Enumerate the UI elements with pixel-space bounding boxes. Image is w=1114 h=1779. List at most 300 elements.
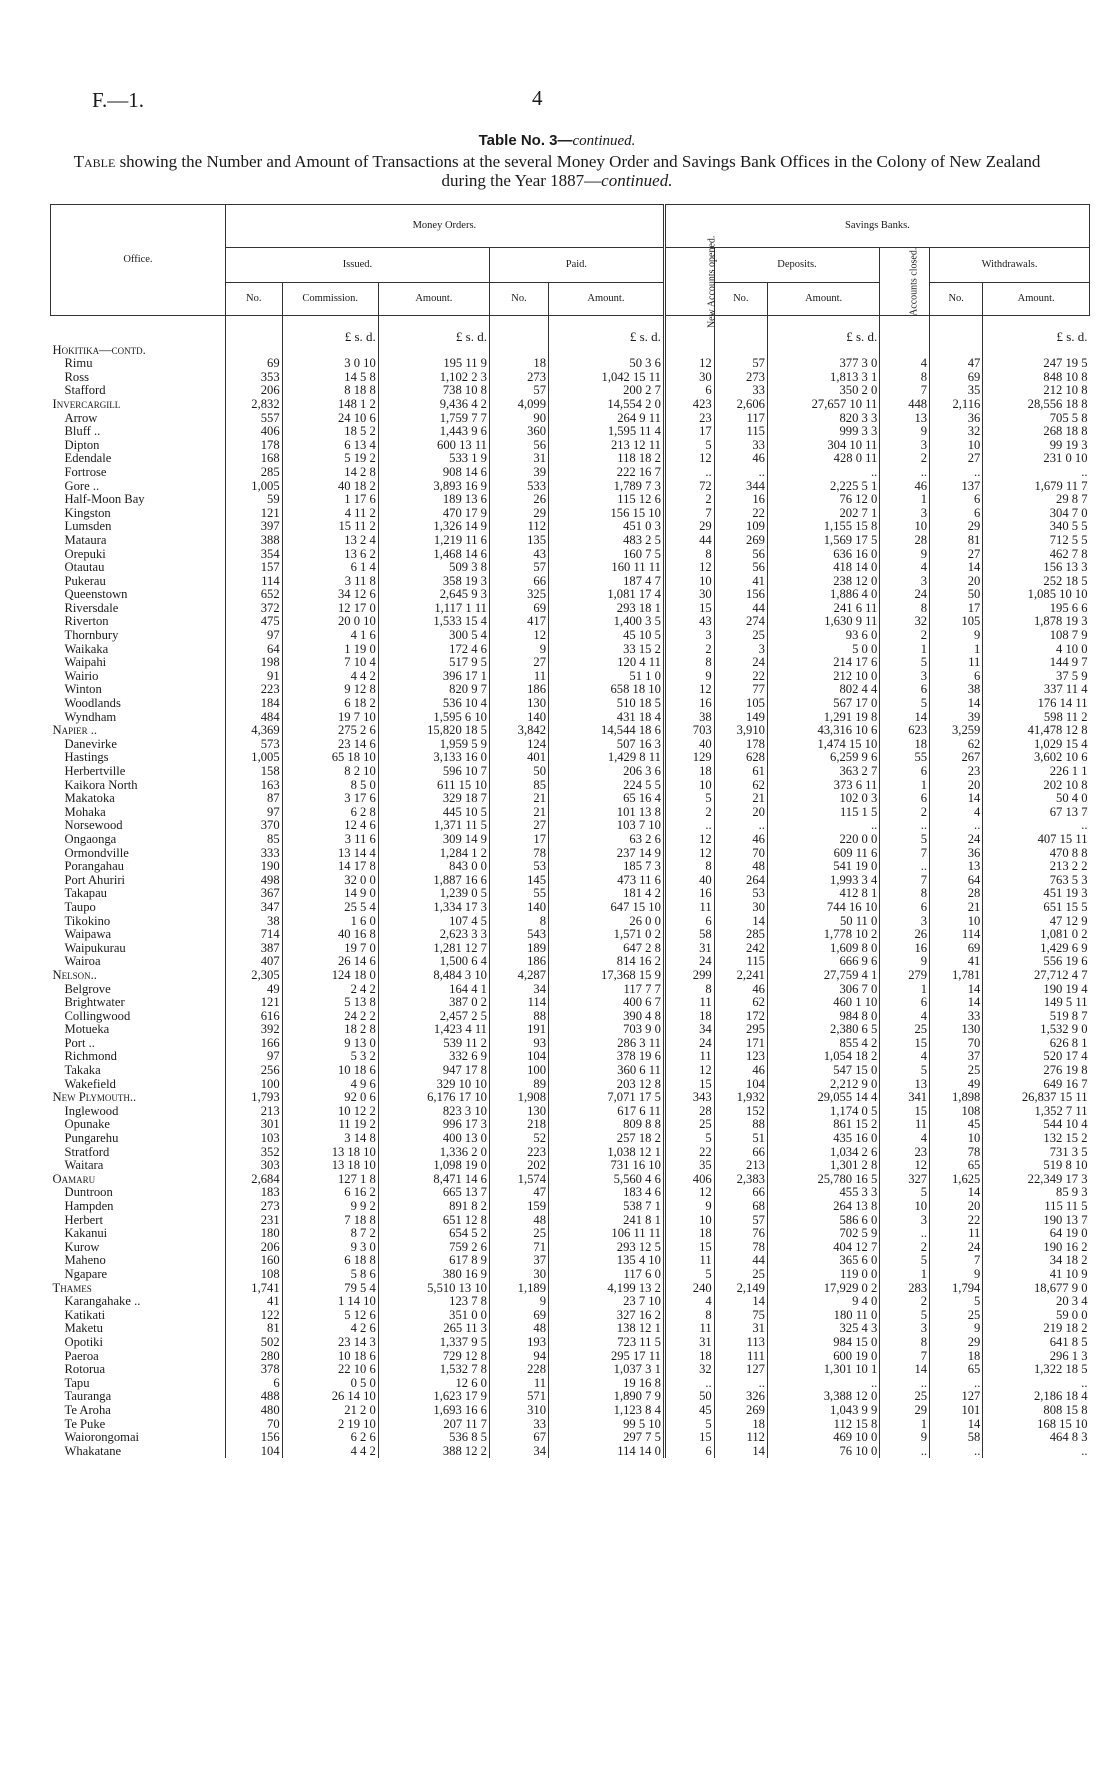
- table-row: [51, 996, 1090, 1010]
- table-cell: 39: [489, 466, 548, 480]
- table-cell: 8: [489, 915, 548, 929]
- table-cell: 820 3 3: [767, 412, 879, 426]
- table-cell: 18: [664, 1227, 714, 1241]
- table-row: [51, 1295, 1090, 1309]
- table-cell: 1 17 6: [282, 493, 378, 507]
- table-cell: 32: [930, 425, 983, 439]
- table-cell: 122: [225, 1309, 282, 1323]
- table-cell: 5: [880, 1064, 930, 1078]
- table-cell: 45: [664, 1404, 714, 1418]
- table-cell: 14: [930, 1418, 983, 1432]
- table-row: [51, 1363, 1090, 1377]
- table-cell: ..: [930, 466, 983, 480]
- table-cell: 81: [930, 534, 983, 548]
- table-cell: 20: [930, 1200, 983, 1214]
- table-cell: 417: [489, 615, 548, 629]
- table-cell: 103 7 10: [549, 819, 665, 833]
- table-cell: 241 8 1: [549, 1214, 665, 1228]
- table-cell: 2,149: [714, 1282, 767, 1296]
- table-cell: 34 12 6: [282, 588, 378, 602]
- table-cell: 9 13 0: [282, 1037, 378, 1051]
- table-cell: 104: [489, 1050, 548, 1064]
- table-cell: 4: [880, 1010, 930, 1024]
- table-cell: 340 5 5: [983, 520, 1090, 534]
- table-cell: 536 8 5: [378, 1431, 489, 1445]
- table-cell: 33: [930, 1010, 983, 1024]
- table-cell: 23 14 3: [282, 1336, 378, 1350]
- table-cell: 3,259: [930, 724, 983, 738]
- table-cell: 219 18 2: [983, 1322, 1090, 1336]
- table-cell: 296 1 3: [983, 1350, 1090, 1364]
- table-cell: 24 10 6: [282, 412, 378, 426]
- table-cell: 231 0 10: [983, 452, 1090, 466]
- table-cell: 49: [930, 1078, 983, 1092]
- table-cell: 377 3 0: [767, 357, 879, 371]
- table-cell: 20 3 4: [983, 1295, 1090, 1309]
- table-cell: 8,484 3 10: [378, 969, 489, 983]
- table-cell: 10 18 6: [282, 1350, 378, 1364]
- table-cell: 18: [930, 1350, 983, 1364]
- table-cell: 31: [714, 1322, 767, 1336]
- table-cell: 360: [489, 425, 548, 439]
- table-cell: 213: [225, 1105, 282, 1119]
- table-cell: 274: [714, 615, 767, 629]
- table-cell: 641 8 5: [983, 1336, 1090, 1350]
- table-cell: 107 4 5: [378, 915, 489, 929]
- table-cell: 3: [880, 575, 930, 589]
- office-name: Opunake: [64, 1118, 110, 1132]
- table-cell: ..: [880, 466, 930, 480]
- table-cell: 33: [714, 384, 767, 398]
- table-cell: 149: [714, 711, 767, 725]
- table-cell: 97: [225, 1050, 282, 1064]
- table-cell: 354: [225, 548, 282, 562]
- table-cell: 112 15 8: [767, 1418, 879, 1432]
- office-name: Kurow: [64, 1240, 100, 1254]
- table-cell: 4 11 2: [282, 507, 378, 521]
- table-cell: 390 4 8: [549, 1010, 665, 1024]
- table-cell: 1,042 15 11: [549, 371, 665, 385]
- table-cell: 9: [489, 1295, 548, 1309]
- table-cell: 14: [880, 711, 930, 725]
- table-cell: 24: [880, 588, 930, 602]
- table-cell: 26 14 10: [282, 1390, 378, 1404]
- office-name: Pungarehu: [64, 1132, 119, 1146]
- table-cell: 5: [664, 1132, 714, 1146]
- table-cell: 45 10 5: [549, 629, 665, 643]
- table-cell: 28: [880, 534, 930, 548]
- table-row: [51, 1050, 1090, 1064]
- table-cell: 49: [225, 983, 282, 997]
- table-row: [51, 1445, 1090, 1459]
- table-cell: 160 11 11: [549, 561, 665, 575]
- table-cell: 6 18 8: [282, 1254, 378, 1268]
- table-cell: 15,820 18 5: [378, 724, 489, 738]
- table-cell: 85: [489, 779, 548, 793]
- table-cell: 431 18 4: [549, 711, 665, 725]
- table-cell: ..: [880, 1227, 930, 1241]
- table-cell: 712 5 5: [983, 534, 1090, 548]
- table-cell: 1,474 15 10: [767, 738, 879, 752]
- table-cell: 15: [880, 1037, 930, 1051]
- table-cell: 1,890 7 9: [549, 1390, 665, 1404]
- table-cell: 4,199 13 2: [549, 1282, 665, 1296]
- table-cell: 24: [930, 833, 983, 847]
- table-cell: 3,893 16 9: [378, 480, 489, 494]
- table-cell: 1,189: [489, 1282, 548, 1296]
- table-cell: 533 1 9: [378, 452, 489, 466]
- table-cell: 1,281 12 7: [378, 942, 489, 956]
- table-cell: 297 7 5: [549, 1431, 665, 1445]
- table-row: [51, 915, 1090, 929]
- table-row: [51, 520, 1090, 534]
- table-cell: ..: [930, 1445, 983, 1459]
- table-cell: 5: [880, 697, 930, 711]
- table-row: [51, 1200, 1090, 1214]
- table-cell: 999 3 3: [767, 425, 879, 439]
- table-cell: 470 8 8: [983, 847, 1090, 861]
- table-cell: 5: [664, 1418, 714, 1432]
- table-cell: 207 11 7: [378, 1418, 489, 1432]
- table-cell: ..: [880, 1377, 930, 1391]
- office-name: Otautau: [64, 561, 105, 575]
- table-cell: 184: [225, 697, 282, 711]
- table-cell: 337 11 4: [983, 683, 1090, 697]
- table-cell: 17: [930, 602, 983, 616]
- table-cell: 475: [225, 615, 282, 629]
- table-cell: 101 13 8: [549, 806, 665, 820]
- table-cell: 38: [930, 683, 983, 697]
- table-cell: 11 19 2: [282, 1118, 378, 1132]
- table-cell: 18: [880, 738, 930, 752]
- table-cell: 30: [664, 588, 714, 602]
- table-cell: 58: [664, 928, 714, 942]
- table-cell: 264 9 11: [549, 412, 665, 426]
- table-cell: 325: [489, 588, 548, 602]
- table-cell: 1,005: [225, 480, 282, 494]
- table-cell: 14 2 8: [282, 466, 378, 480]
- table-cell: 11: [489, 1377, 548, 1391]
- table-cell: 186: [489, 683, 548, 697]
- table-cell: 412 8 1: [767, 887, 879, 901]
- table-cell: 24: [664, 1037, 714, 1051]
- table-cell: 4 2 6: [282, 1322, 378, 1336]
- header-paid-amount: Amount.: [549, 283, 665, 316]
- table-cell: 218: [489, 1118, 548, 1132]
- unit-cell: [880, 316, 930, 344]
- office-name: Taupo: [64, 900, 96, 914]
- table-cell: 57: [714, 357, 767, 371]
- table-cell: ..: [880, 819, 930, 833]
- table-cell: 202: [489, 1159, 548, 1173]
- table-cell: 14,544 18 6: [549, 724, 665, 738]
- table-cell: 2,380 6 5: [767, 1023, 879, 1037]
- table-cell: 541 19 0: [767, 860, 879, 874]
- table-cell: 9: [664, 1200, 714, 1214]
- office-name: Wairio: [64, 669, 99, 683]
- office-name: Waipukurau: [64, 941, 126, 955]
- table-cell: 1: [930, 643, 983, 657]
- table-cell: 16: [664, 887, 714, 901]
- table-cell: 27: [930, 452, 983, 466]
- table-cell: 484: [225, 711, 282, 725]
- table-cell: 702 5 9: [767, 1227, 879, 1241]
- table-cell: 5 19 2: [282, 452, 378, 466]
- table-cell: 214 17 6: [767, 656, 879, 670]
- table-cell: 129: [664, 751, 714, 765]
- table-row: [51, 1146, 1090, 1160]
- header-withdrawals-amount: Amount.: [983, 283, 1090, 316]
- table-cell: 38: [225, 915, 282, 929]
- table-cell: 58: [930, 1431, 983, 1445]
- table-cell: 343: [664, 1091, 714, 1105]
- table-row: [51, 493, 1090, 507]
- table-cell: 483 2 5: [549, 534, 665, 548]
- table-cell: 519 8 10: [983, 1159, 1090, 1173]
- table-cell: 63 2 6: [549, 833, 665, 847]
- table-cell: 12: [489, 629, 548, 643]
- table-row: [51, 1309, 1090, 1323]
- table-cell: 2,606: [714, 398, 767, 412]
- table-cell: 2,832: [225, 398, 282, 412]
- office-name: New Plymouth..: [52, 1091, 137, 1105]
- table-cell: 1,794: [930, 1282, 983, 1296]
- table-cell: 40 16 8: [282, 928, 378, 942]
- table-cell: 23: [880, 1146, 930, 1160]
- table-cell: 168 15 10: [983, 1418, 1090, 1432]
- table-cell: 2,186 18 4: [983, 1390, 1090, 1404]
- table-cell: 166: [225, 1037, 282, 1051]
- table-cell: 8: [880, 887, 930, 901]
- table-cell: 1,500 6 4: [378, 955, 489, 969]
- table-cell: 3 14 8: [282, 1132, 378, 1146]
- table-cell: 814 16 2: [549, 955, 665, 969]
- office-name: Te Puke: [64, 1417, 106, 1431]
- table-row: [51, 588, 1090, 602]
- office-name: Herbert: [64, 1213, 103, 1227]
- table-cell: 198: [225, 656, 282, 670]
- office-name: Motueka: [64, 1023, 110, 1037]
- table-row: [51, 1336, 1090, 1350]
- table-cell: 1,993 3 4: [767, 874, 879, 888]
- table-cell: 21 2 0: [282, 1404, 378, 1418]
- table-cell: 1,595 6 10: [378, 711, 489, 725]
- table-row: [51, 1023, 1090, 1037]
- table-cell: 28: [664, 1105, 714, 1119]
- table-cell: 388 12 2: [378, 1445, 489, 1459]
- table-cell: 538 7 1: [549, 1200, 665, 1214]
- table-cell: 14: [714, 1445, 767, 1459]
- table-cell: 57: [489, 384, 548, 398]
- table-cell: 15: [664, 1078, 714, 1092]
- table-cell: 6: [880, 901, 930, 915]
- office-name: Karangahake ..: [64, 1295, 141, 1309]
- table-cell: 273: [714, 371, 767, 385]
- table-cell: 2: [664, 643, 714, 657]
- table-cell: 53: [714, 887, 767, 901]
- table-cell: 1,423 4 11: [378, 1023, 489, 1037]
- office-name: Brightwater: [64, 996, 125, 1010]
- table-cell: 1,789 7 3: [549, 480, 665, 494]
- table-cell: 101: [930, 1404, 983, 1418]
- table-cell: 18,677 9 0: [983, 1282, 1090, 1296]
- table-cell: 94: [489, 1350, 548, 1364]
- table-cell: 56: [489, 439, 548, 453]
- table-cell: 372: [225, 602, 282, 616]
- table-cell: 2: [880, 629, 930, 643]
- table-row: [51, 371, 1090, 385]
- table-cell: 46: [714, 452, 767, 466]
- table-cell: 78: [930, 1146, 983, 1160]
- table-cell: 50: [930, 588, 983, 602]
- table-cell: 3 11 6: [282, 833, 378, 847]
- table-cell: 8: [880, 602, 930, 616]
- table-cell: 6: [225, 1377, 282, 1391]
- table-cell: 85 9 3: [983, 1186, 1090, 1200]
- table-cell: 2,225 5 1: [767, 480, 879, 494]
- table-cell: 1: [880, 643, 930, 657]
- table-cell: 763 5 3: [983, 874, 1090, 888]
- table-cell: 120 4 11: [549, 656, 665, 670]
- table-cell: [983, 344, 1090, 358]
- table-cell: 378 19 6: [549, 1050, 665, 1064]
- table-cell: 1,054 18 2: [767, 1050, 879, 1064]
- table-cell: 4 4 2: [282, 670, 378, 684]
- table-cell: 22: [930, 1214, 983, 1228]
- table-cell: 1,337 9 5: [378, 1336, 489, 1350]
- table-cell: ..: [983, 1445, 1090, 1459]
- table-cell: 79 5 4: [282, 1282, 378, 1296]
- table-cell: 93 6 0: [767, 629, 879, 643]
- office-name: Wyndham: [64, 710, 117, 724]
- table-cell: 547 15 0: [767, 1064, 879, 1078]
- table-cell: 220 0 0: [767, 833, 879, 847]
- table-cell: 462 7 8: [983, 548, 1090, 562]
- table-cell: 509 3 8: [378, 561, 489, 575]
- table-cell: 29: [930, 1336, 983, 1350]
- table-row: [51, 751, 1090, 765]
- table-row: [51, 683, 1090, 697]
- office-name: Oamaru: [52, 1172, 96, 1186]
- table-cell: 861 15 2: [767, 1118, 879, 1132]
- table-cell: 1,569 17 5: [767, 534, 879, 548]
- table-cell: 89: [489, 1078, 548, 1092]
- table-cell: 5: [664, 439, 714, 453]
- table-cell: 1,429 6 9: [983, 942, 1090, 956]
- table-row: [51, 1268, 1090, 1282]
- table-cell: 27,712 4 7: [983, 969, 1090, 983]
- table-cell: 1: [880, 1418, 930, 1432]
- table-cell: 1,813 3 1: [767, 371, 879, 385]
- table-cell: 123: [714, 1050, 767, 1064]
- table-cell: 406: [225, 425, 282, 439]
- table-row: [51, 1078, 1090, 1092]
- table-cell: 295 17 11: [549, 1350, 665, 1364]
- office-name: Herbertville: [64, 765, 126, 778]
- table-cell: 31: [664, 942, 714, 956]
- office-name: Lumsden: [64, 520, 112, 534]
- table-cell: 48: [489, 1322, 548, 1336]
- table-cell: 93: [489, 1037, 548, 1051]
- table-cell: 544 10 4: [983, 1118, 1090, 1132]
- table-cell: 539 11 2: [378, 1037, 489, 1051]
- table-cell: 115 11 5: [983, 1200, 1090, 1214]
- table-cell: 363 2 7: [767, 765, 879, 779]
- office-name: Maketu: [64, 1322, 103, 1336]
- table-cell: 18: [714, 1418, 767, 1432]
- table-cell: 9: [880, 1431, 930, 1445]
- table-cell: 451 0 3: [549, 520, 665, 534]
- table-cell: 283: [880, 1282, 930, 1296]
- table-cell: 400 6 7: [549, 996, 665, 1010]
- table-row: [51, 1404, 1090, 1418]
- table-cell: 1,029 15 4: [983, 738, 1090, 752]
- table-cell: 3: [880, 915, 930, 929]
- table-cell: 460 1 10: [767, 996, 879, 1010]
- table-cell: 3,602 10 6: [983, 751, 1090, 765]
- table-cell: 1,532 7 8: [378, 1363, 489, 1377]
- office-name: Collingwood: [64, 1009, 131, 1023]
- table-cell: 1 14 10: [282, 1295, 378, 1309]
- table-cell: 387 0 2: [378, 996, 489, 1010]
- table-cell: 69: [225, 357, 282, 371]
- table-cell: 242: [714, 942, 767, 956]
- table-cell: 611 15 10: [378, 779, 489, 793]
- table-row: [51, 357, 1090, 371]
- table-cell: 286 3 11: [549, 1037, 665, 1051]
- table-cell: 20 0 10: [282, 615, 378, 629]
- table-cell: 12: [880, 1159, 930, 1173]
- table-cell: 14: [930, 983, 983, 997]
- table-cell: 428 0 11: [767, 452, 879, 466]
- table-cell: 1,932: [714, 1091, 767, 1105]
- table-cell: 843 0 0: [378, 860, 489, 874]
- table-row: [51, 1350, 1090, 1364]
- table-cell: 15: [664, 602, 714, 616]
- table-cell: 40: [664, 738, 714, 752]
- table-cell: 4,369: [225, 724, 282, 738]
- table-cell: 27: [489, 819, 548, 833]
- table-row: [51, 1322, 1090, 1336]
- table-cell: 25: [930, 1309, 983, 1323]
- table-cell: 309 14 9: [378, 833, 489, 847]
- table-cell: 117: [714, 412, 767, 426]
- table-cell: ..: [714, 1377, 767, 1391]
- table-cell: 1,886 4 0: [767, 588, 879, 602]
- table-cell: 332 6 9: [378, 1050, 489, 1064]
- table-cell: 738 10 8: [378, 384, 489, 398]
- table-cell: 5: [664, 1268, 714, 1282]
- header-accounts-closed: Accounts closed.: [880, 248, 930, 316]
- table-cell: 304 7 0: [983, 507, 1090, 521]
- table-cell: 7 18 8: [282, 1214, 378, 1228]
- table-cell: 127: [930, 1390, 983, 1404]
- table-cell: 8: [880, 371, 930, 385]
- table-cell: 38: [664, 711, 714, 725]
- table-row: [51, 1091, 1090, 1105]
- table-cell: 3: [880, 1322, 930, 1336]
- table-cell: 1: [880, 1268, 930, 1282]
- table-cell: 50 3 6: [549, 357, 665, 371]
- table-cell: 29 8 7: [983, 493, 1090, 507]
- table-cell: 651 12 8: [378, 1214, 489, 1228]
- table-cell: 378: [225, 1363, 282, 1377]
- table-cell: 2,684: [225, 1173, 282, 1187]
- table-cell: 64: [225, 643, 282, 657]
- table-cell: 3: [880, 1214, 930, 1228]
- table-cell: 5 3 2: [282, 1050, 378, 1064]
- table-cell: 223: [225, 683, 282, 697]
